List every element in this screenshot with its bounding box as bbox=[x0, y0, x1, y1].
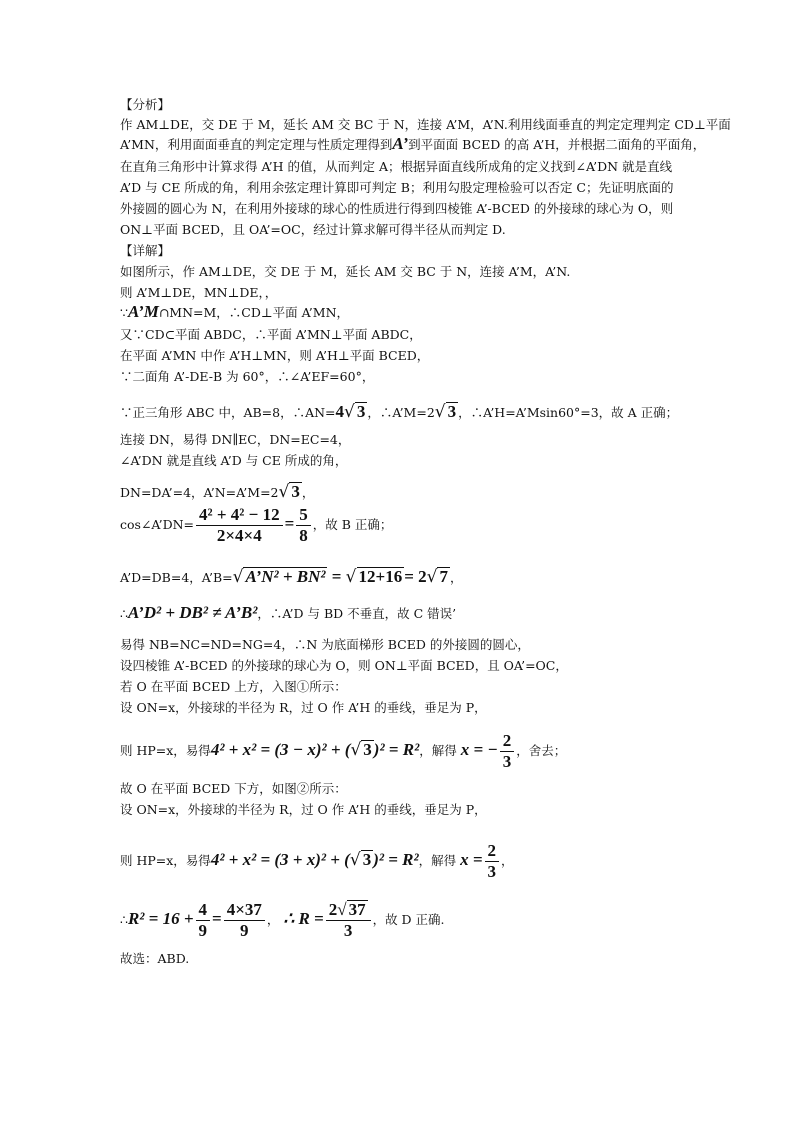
r-fraction: $\frac{2√ 37}{3}$ bbox=[326, 900, 371, 941]
analysis-line-1: 作 AM⊥DE，交 DE 于 M，延长 AM 交 BC 于 N，连接 A’M，A’N.利用线面垂直的判定定理判定 CD⊥平面 bbox=[120, 117, 731, 132]
detail-line-5: 在平面 A’MN 中作 A’H⊥MN，则 A’H⊥平面 BCED， bbox=[120, 348, 430, 363]
two-thirds: $\frac{2}{3}$ bbox=[485, 841, 500, 882]
analysis-line-4: A’D 与 CE 所成的角，利用余弦定理计算即可判定 B；利用勾股定理检验可以否定 C；先证明底面的 bbox=[120, 180, 674, 195]
detail-line-ab: A’D=DB=4，A’B=√ A’N² + BN² = √ 12+16 = 2√ 7 ， bbox=[120, 567, 463, 587]
detail-line-10: DN=DA’=4，A’N=A’M=2√ 3 ， bbox=[120, 482, 315, 502]
detail-line-radius: ∴R² = 16 + $\frac{4}{9}$ = $\frac{4\times 37}{9}$ ， ∴ R = $\frac{2√ 37}{3}$ ，故 D 正确. bbox=[120, 900, 445, 940]
cos-result: $\frac{5}{8}$ bbox=[296, 505, 311, 546]
detail-line-8: 连接 DN，易得 DN∥EC，DN=EC=4， bbox=[120, 432, 351, 447]
detail-line-16: 设 ON=x，外接球的半径为 R，过 O 作 A’H 的垂线，垂足为 P， bbox=[120, 802, 487, 817]
detail-line-7: ∵正三角形 ABC 中，AB=8，∴AN=4√ 3 ，∴A’M=2√ 3 ，∴A’H=A’Msin60°=3，故 A 正确； bbox=[120, 402, 679, 422]
detail-line-cos: cos∠A’DN= $\frac{\text{4² + 4² − 12}}{2\times 4\times 4}$ = $\frac{5}{8}$ ，故 B 正确； bbox=[120, 505, 393, 545]
detail-line-11: 易得 NB=NC=ND=NG=4，∴N 为底面梯形 BCED 的外接圆的圆心， bbox=[120, 637, 530, 652]
detail-conclusion: 故选：ABD. bbox=[120, 951, 190, 966]
cos-fraction: $\frac{\text{4² + 4² − 12}}{2\times 4\times 4}$ bbox=[196, 505, 283, 546]
detail-line-eq2: 则 HP=x，易得4² + x² = (3 + x)² + (√ 3 )² = R²，解得 x = $\frac{2}{3}$ ， bbox=[120, 841, 514, 881]
r-squared-fraction: $\frac{4\times 37}{9}$ bbox=[224, 900, 265, 941]
section-detail-heading: 【详解】 bbox=[120, 243, 171, 258]
analysis-line-2: A’MN，利用面面垂直的判定定理与性质定理得到A’到平面面 BCED 的高 A’H，并根据二面角的平面角， bbox=[120, 134, 706, 153]
analysis-line-3: 在直角三角形中计算求得 A’H 的值，从而判定 A；根据异面直线所成角的定义找到∠A’DN 就是直线 bbox=[120, 159, 673, 174]
four-ninths: $\frac{4}{9}$ bbox=[196, 900, 211, 941]
section-analysis-heading: 【分析】 bbox=[120, 97, 171, 112]
detail-line-2: 则 A’M⊥DE，MN⊥DE，， bbox=[120, 285, 278, 300]
analysis-line-5: 外接圆的圆心为 N，在利用外接球的球心的性质进行得到四棱锥 A’-BCED 的外接球的球心为 O，则 bbox=[120, 201, 674, 216]
analysis-line-6: ON⊥平面 BCED，且 OA’=OC，经过计算求解可得半径从而判定 D. bbox=[120, 222, 506, 237]
neg-two-thirds: $\frac{2}{3}$ bbox=[500, 731, 515, 772]
detail-line-4: 又∵CD⊂平面 ABDC，∴平面 A’MN⊥平面 ABDC， bbox=[120, 327, 422, 342]
math-a-prime: A’ bbox=[392, 134, 409, 153]
detail-line-12: 设四棱锥 A’-BCED 的外接球的球心为 O，则 ON⊥平面 BCED，且 OA’=OC， bbox=[120, 658, 568, 673]
math-a-prime-m: A’M bbox=[127, 302, 159, 321]
detail-line-1: 如图所示，作 AM⊥DE，交 DE 于 M，延长 AM 交 BC 于 N，连接 A’M，A’N. bbox=[120, 264, 571, 279]
detail-line-3: ∵A’M∩MN=M，∴CD⊥平面 A’MN， bbox=[120, 302, 350, 321]
detail-line-13: 若 O 在平面 BCED 上方，入图①所示： bbox=[120, 679, 347, 694]
detail-line-perp: ∴A’D² + DB² ≠ A’B²，∴A’D 与 BD 不垂直，故 C 错误’ bbox=[120, 603, 457, 622]
detail-line-14: 设 ON=x，外接球的半径为 R，过 O 作 A’H 的垂线，垂足为 P， bbox=[120, 700, 487, 715]
detail-line-6: ∵二面角 A’-DE-B 为 60°，∴∠A’EF=60°， bbox=[120, 369, 375, 384]
detail-line-eq1: 则 HP=x，易得4² + x² = (3 − x)² + (√ 3 )² = R²，解得 x = − $\frac{2}{3}$ ，舍去； bbox=[120, 731, 567, 771]
detail-line-9: ∠A’DN 就是直线 A’D 与 CE 所成的角， bbox=[120, 453, 348, 468]
detail-line-15: 故 O 在平面 BCED 下方，如图②所示： bbox=[120, 781, 347, 796]
